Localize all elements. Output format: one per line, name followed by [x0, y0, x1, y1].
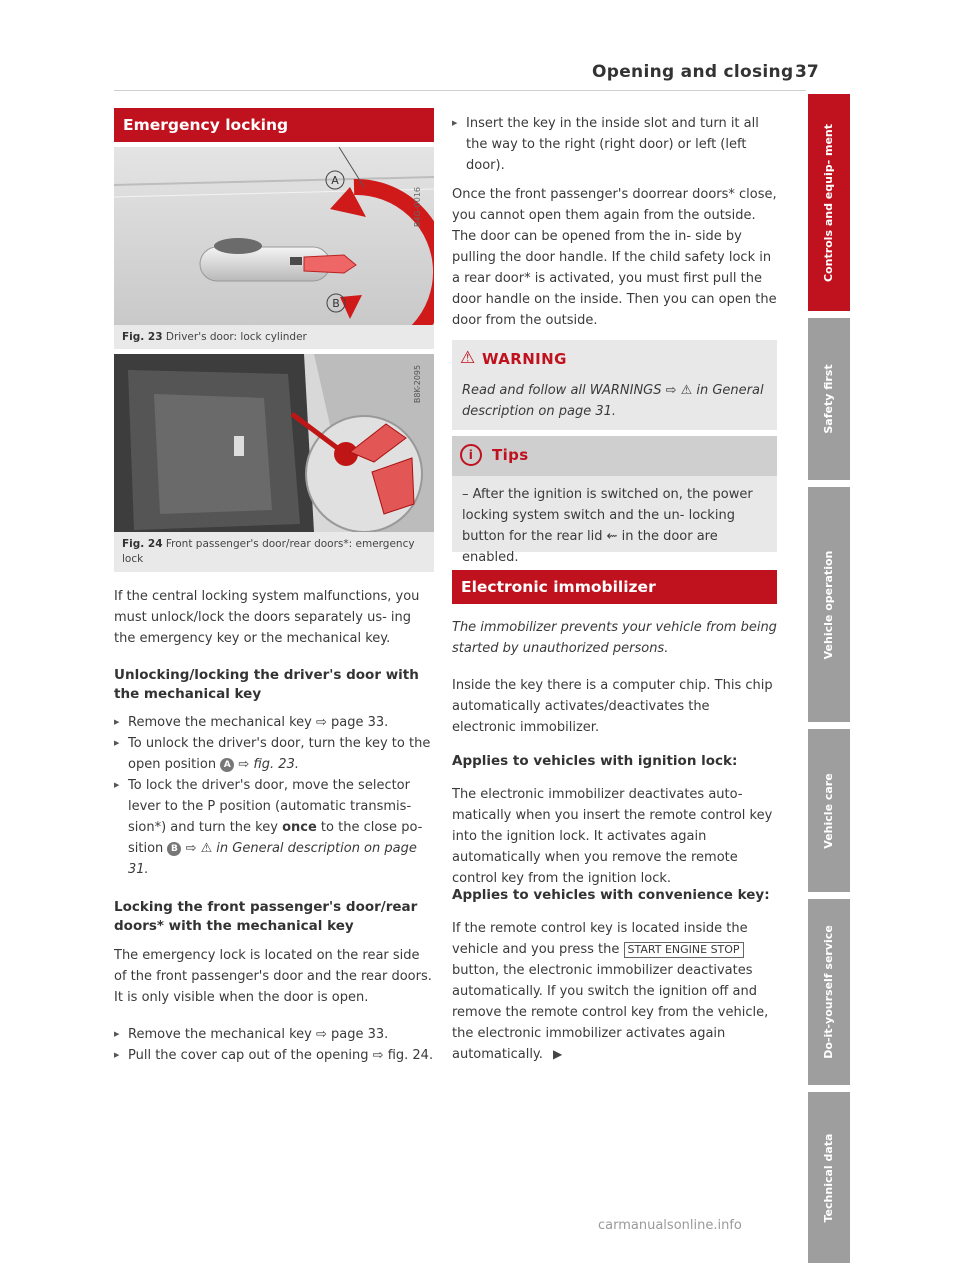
- watermark: carmanualsonline.info: [598, 1218, 742, 1233]
- list-item: [114, 1045, 434, 1066]
- heading-driver-door: Unlocking/locking the driver's door with the mechanical key: [114, 667, 419, 702]
- sidebar-tab-diy[interactable]: [808, 899, 850, 1085]
- caption-text: Driver's door: lock cylinder: [165, 331, 307, 343]
- emphasis-once: once: [282, 820, 317, 835]
- figure-ref: ⇨ fig. 23.: [238, 757, 299, 772]
- figure-label-b: B: [332, 297, 340, 310]
- warning-title: WARNING: [482, 350, 567, 368]
- list-item: [114, 775, 434, 880]
- tips-box: [452, 436, 777, 565]
- figure-label-a: A: [331, 174, 339, 187]
- section-title-immobilizer: Electronic immobilizer: [452, 570, 777, 604]
- sidebar-tab-technical[interactable]: [808, 1092, 850, 1263]
- figure-23: [114, 147, 434, 349]
- warning-icon: ⚠: [460, 348, 476, 368]
- sidebar-tab-care[interactable]: [808, 729, 850, 892]
- warning-header: [452, 340, 777, 380]
- heading-ignition-lock: Applies to vehicles with ignition lock:: [452, 753, 738, 769]
- warning-text: Read and follow all WARNINGS ⇨ ⚠ in General description on page 31.: [462, 383, 764, 419]
- passenger-paragraph: The emergency lock is located on the rear side of the front passenger's door and the rear doors. It is only visible when the door is open.: [114, 948, 432, 1005]
- position-a-marker: A: [220, 758, 234, 772]
- figure-code: B4G-0016: [413, 186, 422, 228]
- caption-number: Fig. 24: [122, 538, 163, 550]
- warning-ref: ⇨ ⚠ in General description on page 31.: [128, 841, 417, 877]
- figure-code: B8K-2095: [413, 364, 422, 404]
- intro-paragraph: If the central locking system malfunctions, you must unlock/lock the doors separately us- ing the emergency key or the mechanical key.: [114, 589, 420, 646]
- warning-box: [452, 340, 777, 430]
- front-passenger-paragraph: Once the front passenger's doorrear doors* close, you cannot open them again from the outside. The door can be opened from the in- side by pulling the door handle. If the child safety lock in a rear door* is activated, you must first pull the door handle on the inside. Then you can open the door from the outside.: [452, 187, 777, 328]
- step-text: To unlock the driver's door, turn the key to the open position: [128, 736, 431, 772]
- door-emergency-lock-illustration: [114, 354, 434, 532]
- figure-23-caption: [122, 330, 307, 345]
- section-title-emergency: Emergency locking: [114, 108, 434, 142]
- figure-24-caption: [122, 537, 428, 567]
- sidebar-tab-controls[interactable]: [808, 94, 850, 311]
- position-b-marker: B: [167, 842, 181, 856]
- figure-24: [114, 354, 434, 572]
- ignition-paragraph: The electronic immobilizer deactivates auto- matically when you insert the remote control key into the ignition lock. It activates again automatically when you remove the remote control key from the ignition lock.: [452, 787, 773, 886]
- start-engine-stop-key: START ENGINE STOP: [624, 942, 744, 958]
- step-text: Remove the mechanical key ⇨ page 33.: [128, 715, 389, 730]
- convenience-paragraph: [452, 918, 777, 1065]
- heading-passenger-door: Locking the front passenger's door/rear doors* with the mechanical key: [114, 899, 418, 934]
- door-handle-illustration: [114, 147, 434, 325]
- insert-key-list: [452, 113, 777, 176]
- chapter-title: Opening and closing: [592, 62, 794, 82]
- list-item: [114, 712, 434, 733]
- immobilizer-lead: The immobilizer prevents your vehicle from being started by unauthorized persons.: [452, 620, 777, 656]
- step-text: To lock the driver's door, move the selector lever to the P position (automatic transmis- sion*) and turn the key: [128, 778, 412, 835]
- sidebar-tab-label: Technical data: [822, 1133, 835, 1222]
- sidebar-tab-label: Vehicle care: [822, 772, 835, 849]
- sidebar-tab-label: Vehicle operation: [822, 550, 835, 659]
- sidebar-tab-operation[interactable]: [808, 487, 850, 722]
- sidebar-tab-label: Do-it-yourself service: [822, 925, 835, 1059]
- para-text: If the remote control key is located inside the vehicle and you press the: [452, 921, 748, 957]
- sidebar-tab-label: Safety first: [822, 364, 835, 434]
- sidebar-tab-safety[interactable]: [808, 318, 850, 480]
- tips-text: – After the ignition is switched on, the power locking system switch and the un- locking button for the rear lid ⇜ in the door are enabled.: [462, 487, 753, 565]
- step-text: Insert the key in the inside slot and turn it all the way to the right (right door) or left (left door).: [466, 116, 759, 173]
- list-item: [114, 733, 434, 775]
- caption-text: Front passenger's door/rear doors*: emergency lock: [122, 538, 415, 565]
- caption-number: Fig. 23: [122, 331, 163, 343]
- info-icon: i: [460, 444, 482, 466]
- header-rule: [114, 90, 806, 91]
- sidebar-tab-label: Controls and equip- ment: [822, 123, 835, 282]
- passenger-steps-list: [114, 1024, 434, 1066]
- tips-header: [452, 436, 777, 476]
- driver-steps-list: [114, 712, 434, 880]
- heading-convenience-key: Applies to vehicles with convenience key:: [452, 887, 770, 903]
- chip-paragraph: Inside the key there is a computer chip. This chip automatically activates/deactivates the electronic immobilizer.: [452, 678, 773, 735]
- list-item: [452, 113, 777, 176]
- step-text: to the close po- sition: [128, 820, 423, 856]
- tips-title: Tips: [492, 446, 529, 464]
- continue-arrow-icon: ▶: [553, 1047, 563, 1061]
- step-text: Remove the mechanical key ⇨ page 33.: [128, 1027, 389, 1042]
- list-item: [114, 1024, 434, 1045]
- page-number: 37: [795, 62, 819, 82]
- step-text: Pull the cover cap out of the opening ⇨ fig. 24.: [128, 1048, 434, 1063]
- para-text: button, the electronic immobilizer deactivates automatically. If you switch the ignition off and remove the remote control key from the vehicle, the electronic immobilizer activates again automatically.: [452, 963, 769, 1062]
